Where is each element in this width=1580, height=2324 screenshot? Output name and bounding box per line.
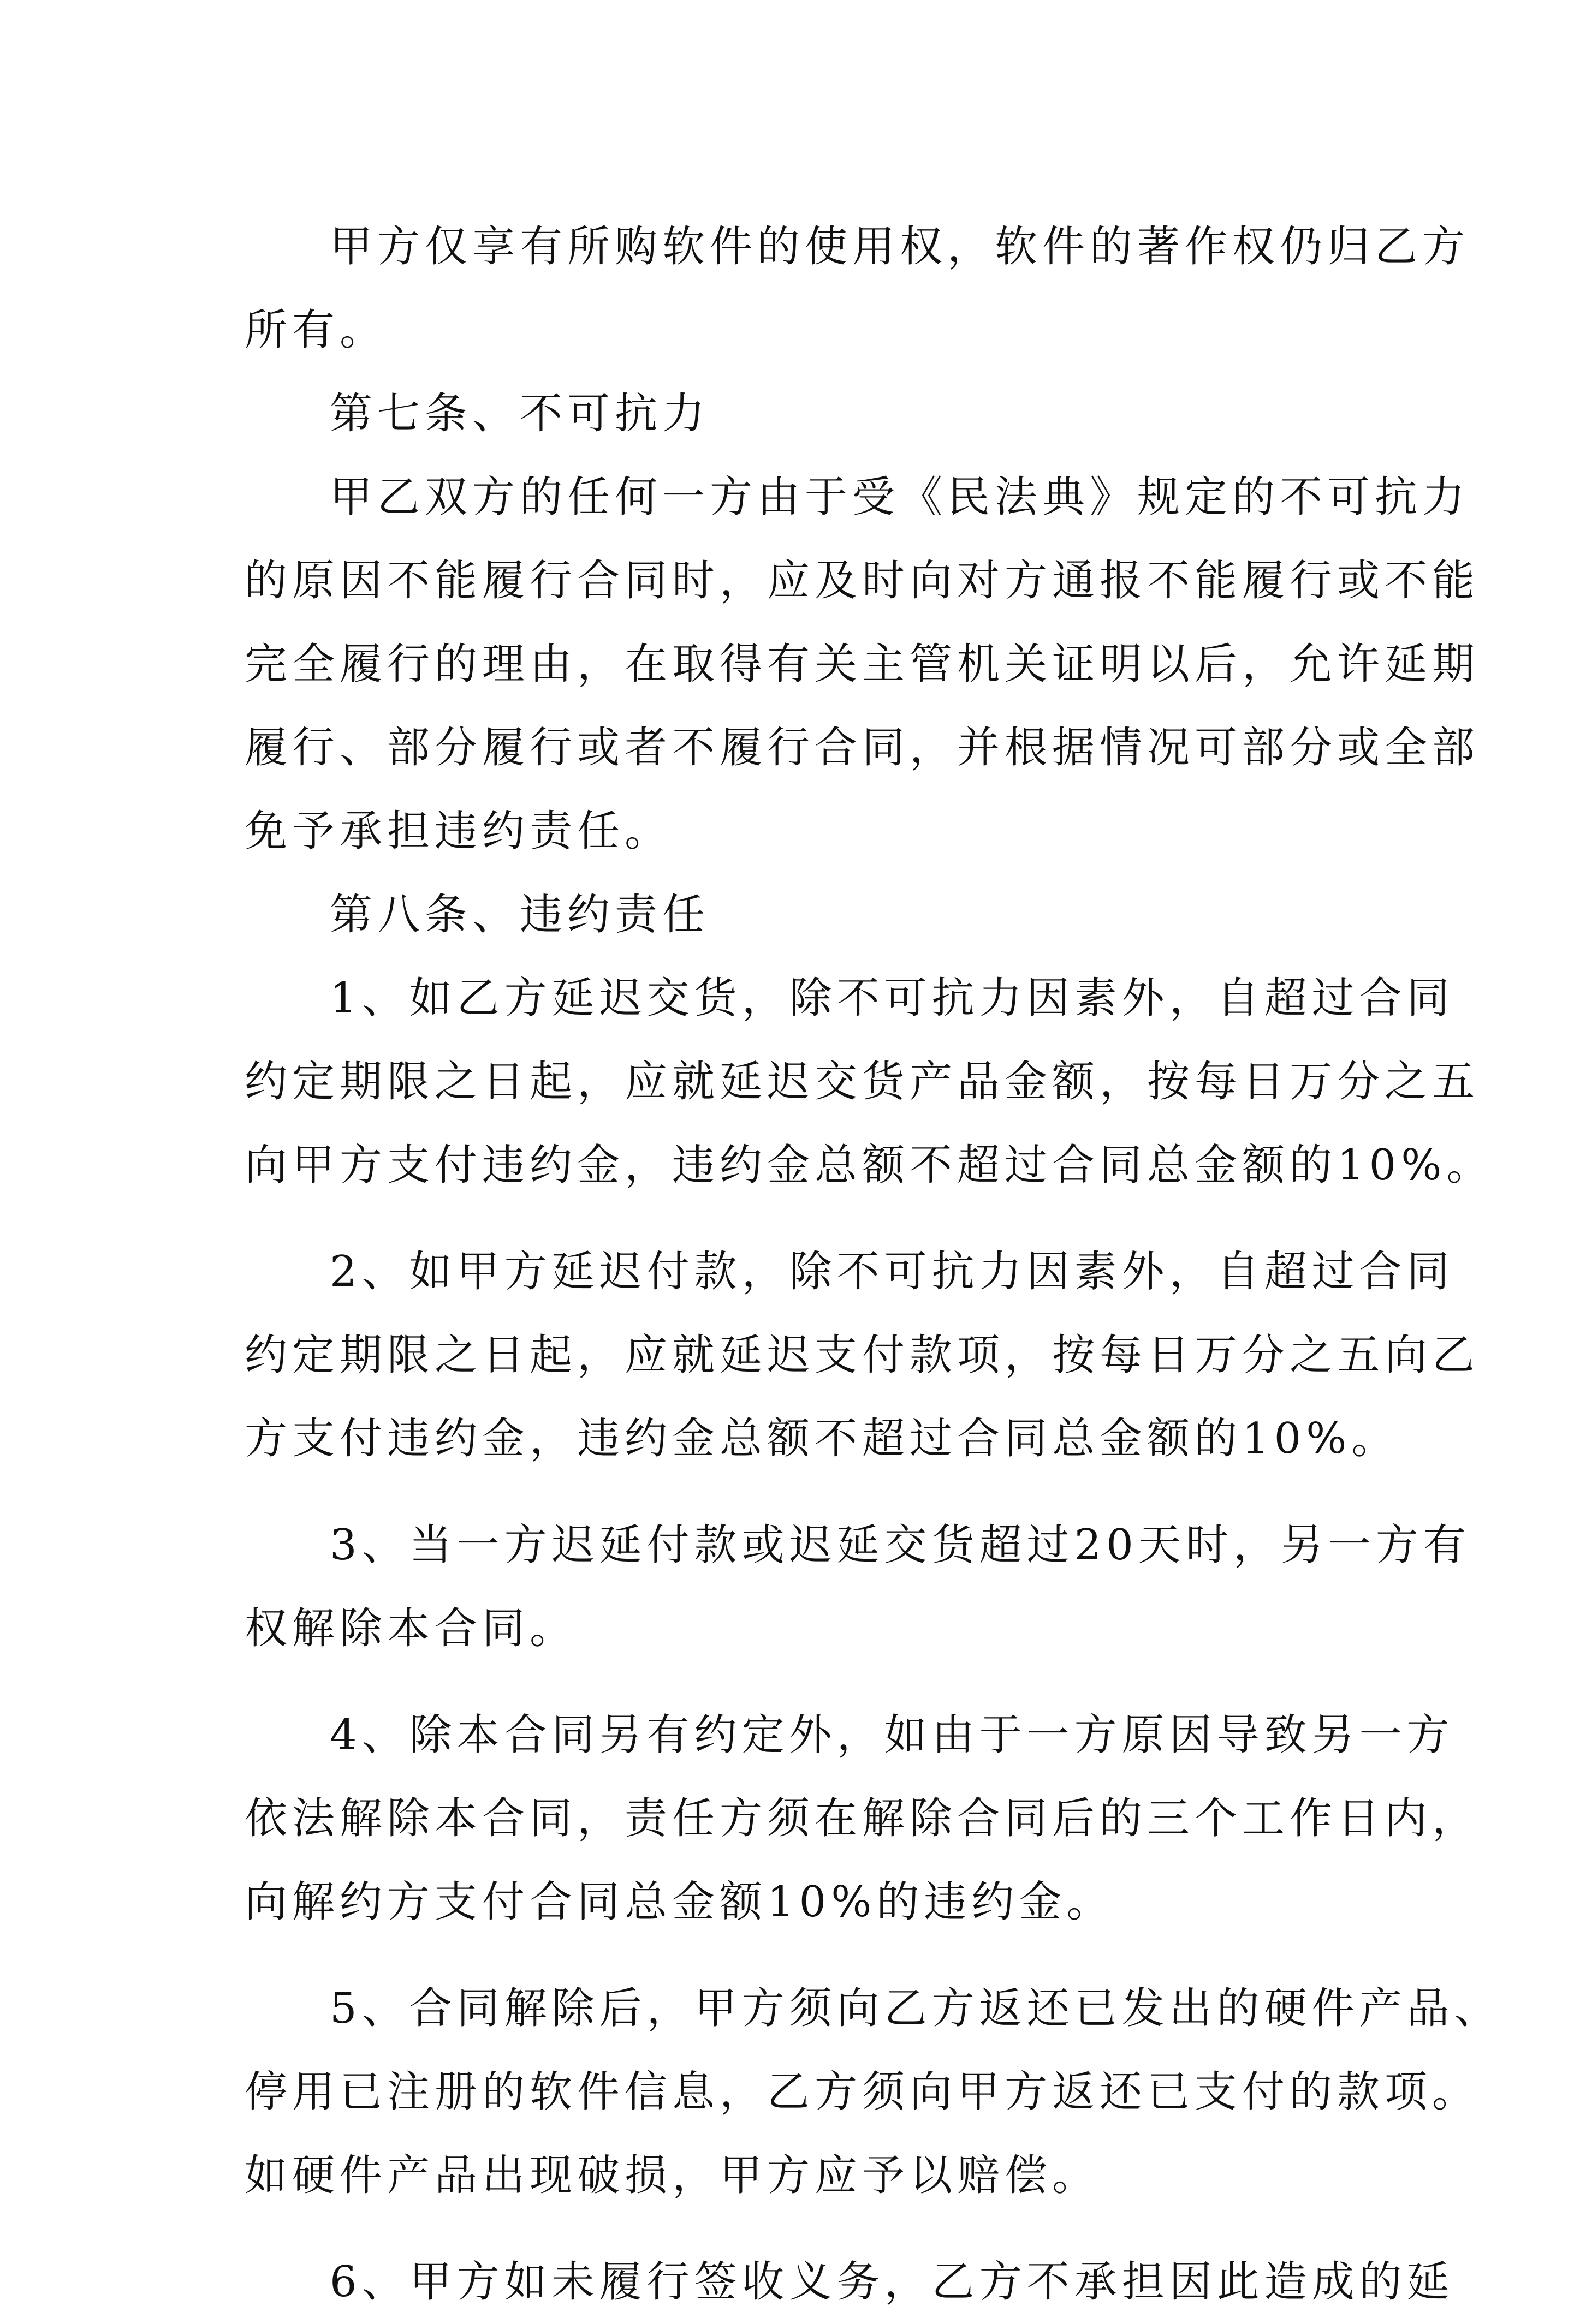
list-item-line: 方支付违约金，违约金总额不超过合同总金额的10%。 — [245, 1414, 1399, 1463]
paragraph-line: 完全履行的理由，在取得有关主管机关证明以后，允许延期 — [245, 640, 1480, 689]
list-item-line: 向解约方支付合同总金额10%的违约金。 — [245, 1878, 1114, 1927]
paragraph-line: 甲乙双方的任何一方由于受《民法典》规定的不可抗力 — [330, 473, 1470, 522]
paragraph-line: 免予承担违约责任。 — [245, 807, 673, 856]
list-item-line: 1、如乙方延迟交货，除不可抗力因素外，自超过合同 — [330, 974, 1454, 1023]
list-item-line: 停用已注册的软件信息，乙方须向甲方返还已支付的款项。 — [245, 2067, 1480, 2117]
list-item-line: 4、除本合同另有约定外，如由于一方原因导致另一方 — [330, 1711, 1454, 1760]
document-body — [245, 205, 1502, 2324]
list-item-line: 向甲方支付违约金，违约金总额不超过合同总金额的10%。 — [245, 1141, 1494, 1190]
list-item-line: 2、如甲方延迟付款，除不可抗力因素外，自超过合同 — [330, 1247, 1454, 1296]
list-item-line: 依法解除本合同，责任方须在解除合同后的三个工作日内， — [245, 1794, 1480, 1843]
list-item-line: 约定期限之日起，应就延迟交货产品金额，按每日万分之五 — [245, 1057, 1480, 1106]
list-item-line: 如硬件产品出现破损，甲方应予以赔偿。 — [245, 2151, 1100, 2200]
paragraph-line: 所有。 — [245, 306, 388, 355]
list-item-line: 3、当一方迟延付款或迟延交货超过20天时，另一方有 — [330, 1521, 1471, 1570]
list-item-line: 6、甲方如未履行签收义务，乙方不承担因此造成的延 — [330, 2257, 1454, 2307]
paragraph-line: 的原因不能履行合同时，应及时向对方通报不能履行或不能 — [245, 556, 1480, 605]
list-item-line: 约定期限之日起，应就延迟支付款项，按每日万分之五向乙 — [245, 1331, 1480, 1380]
section-heading: 第七条、不可抗力 — [330, 389, 710, 438]
list-item-line: 5、合同解除后，甲方须向乙方返还已发出的硬件产品、 — [330, 1984, 1502, 2033]
paragraph-line: 履行、部分履行或者不履行合同，并根据情况可部分或全部 — [245, 723, 1480, 772]
list-item-line: 权解除本合同。 — [245, 1604, 578, 1653]
section-heading: 第八条、违约责任 — [330, 890, 710, 939]
paragraph-line: 甲方仅享有所购软件的使用权，软件的著作权仍归乙方 — [330, 222, 1470, 271]
